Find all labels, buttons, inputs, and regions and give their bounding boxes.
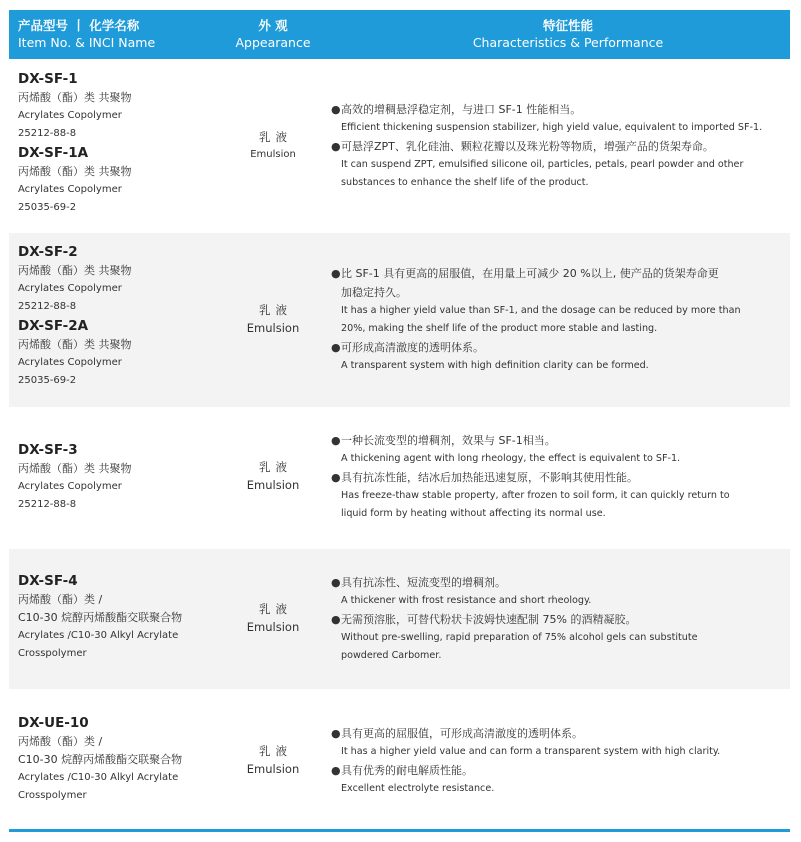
appearance-zh: 乳液 — [259, 460, 292, 474]
bullet-zh — [331, 610, 783, 629]
bullet-icon: ● — [331, 613, 341, 626]
bullet-text: 高效的增稠悬浮稳定剂，与进口 SF-1 性能相当。 — [341, 103, 582, 116]
item-code: DX-SF-2 — [18, 244, 78, 260]
header-appearance — [223, 18, 323, 51]
item-inci-name: Acrylates Copolymer — [18, 481, 122, 492]
bullet-text: 具有更高的屈服值，可形成高清澈度的透明体系。 — [341, 727, 583, 740]
item-cell — [18, 571, 238, 663]
header-characteristics-zh: 特征性能 — [542, 18, 593, 33]
item-cas-number: 25212-88-8 — [18, 499, 77, 510]
bullet-icon: ● — [331, 341, 341, 354]
item-chinese-name: 丙烯酸（酯）类 共聚物 — [18, 165, 132, 178]
appearance-zh: 乳液 — [259, 303, 292, 317]
appearance-en: Emulsion — [246, 321, 300, 335]
bullet-text: 可悬浮ZPT、乳化硅油、颗粒花瓣以及珠光粉等物质，增强产品的货架寿命。 — [341, 140, 714, 153]
bullet-zh — [331, 431, 783, 450]
bullet-en: liquid form by heating without affecting its normal use. — [341, 508, 606, 519]
table-row — [9, 233, 790, 407]
item-cas-number: 25035-69-2 — [18, 375, 77, 386]
item-chinese-name: 丙烯酸（酯）类 / — [18, 593, 103, 606]
table-header — [9, 10, 790, 59]
header-item-name — [18, 18, 155, 51]
item-code: DX-SF-1A — [18, 145, 89, 161]
footer-divider — [9, 829, 790, 832]
table-row — [9, 549, 790, 689]
characteristics-cell — [331, 264, 783, 375]
item-code: DX-SF-3 — [18, 442, 78, 458]
table-row — [9, 689, 790, 825]
bullet-zh — [331, 468, 783, 487]
bullet-en: Without pre-swelling, rapid preparation of 75% alcohol gels can substitute — [341, 632, 698, 643]
bullet-en: A transparent system with high definition clarity can be formed. — [341, 360, 649, 371]
item-inci-name: Acrylates /C10-30 Alkyl Acrylate — [18, 630, 179, 641]
appearance-zh: 乳液 — [259, 744, 292, 758]
item-inci-name: Acrylates /C10-30 Alkyl Acrylate — [18, 772, 179, 783]
bullet-zh — [331, 573, 783, 592]
bullet-icon: ● — [331, 140, 341, 153]
bullet-text: 一种长流变型的增稠剂，效果与 SF-1相当。 — [341, 434, 556, 447]
item-chinese-name: 丙烯酸（酯）类 共聚物 — [18, 338, 132, 351]
appearance-en: Emulsion — [250, 149, 296, 160]
bullet-zh — [331, 137, 783, 156]
item-chinese-name: C10-30 烷醇丙烯酸酯交联聚合物 — [18, 753, 183, 766]
bullet-icon: ● — [331, 576, 341, 589]
item-inci-name: Acrylates Copolymer — [18, 110, 122, 121]
item-chinese-name: 丙烯酸（酯）类 共聚物 — [18, 264, 132, 277]
item-inci-name: Acrylates Copolymer — [18, 184, 122, 195]
appearance-cell — [225, 600, 321, 636]
appearance-cell — [225, 458, 321, 494]
item-code: DX-SF-4 — [18, 573, 78, 589]
bullet-icon: ● — [331, 103, 341, 116]
appearance-cell — [225, 301, 321, 337]
item-code: DX-SF-1 — [18, 71, 78, 87]
header-item-name-en: Item No. & INCI Name — [18, 35, 156, 50]
bullet-zh — [331, 724, 783, 743]
table-row — [9, 407, 790, 549]
item-chinese-name: 丙烯酸（酯）类 / — [18, 735, 103, 748]
item-chinese-name: 丙烯酸（酯）类 共聚物 — [18, 91, 132, 104]
bullet-text: 比 SF-1 具有更高的屈服值，在用量上可减少 20 %以上, 使产品的货架寿命更 — [341, 267, 719, 280]
bullet-icon: ● — [331, 471, 341, 484]
characteristics-cell — [331, 431, 783, 523]
bullet-icon: ● — [331, 434, 341, 447]
item-cas-number: 25035-69-2 — [18, 202, 77, 213]
item-inci-name: Acrylates Copolymer — [18, 283, 122, 294]
bullet-zh — [331, 761, 783, 780]
header-appearance-en: Appearance — [235, 35, 311, 50]
bullet-en: It has a higher yield value than SF-1, and the dosage can be reduced by more than — [341, 305, 741, 316]
header-appearance-zh: 外 观 — [258, 18, 288, 33]
bullet-en: powdered Carbomer. — [341, 650, 442, 661]
bullet-zh-continued: 加稳定持久。 — [341, 286, 407, 299]
bullet-en: Efficient thickening suspension stabilizer, high yield value, equivalent to imported SF-1. — [341, 122, 763, 133]
table-row — [9, 59, 790, 233]
bullet-en: It can suspend ZPT, emulsified silicone oil, particles, petals, pearl powder and other — [341, 159, 744, 170]
item-inci-name: Acrylates Copolymer — [18, 357, 122, 368]
appearance-zh: 乳液 — [259, 602, 292, 616]
bullet-icon: ● — [331, 727, 341, 740]
item-cell — [18, 713, 238, 805]
bullet-en: 20%, making the shelf life of the product more stable and lasting. — [341, 323, 658, 334]
item-code: DX-UE-10 — [18, 715, 89, 731]
bullet-text: 具有优秀的耐电解质性能。 — [341, 764, 473, 777]
characteristics-cell — [331, 100, 783, 192]
bullet-en: A thickener with frost resistance and short rheology. — [341, 595, 592, 606]
item-chinese-name: C10-30 烷醇丙烯酸酯交联聚合物 — [18, 611, 183, 624]
bullet-icon: ● — [331, 267, 341, 280]
item-cell — [18, 69, 238, 217]
bullet-en: substances to enhance the shelf life of the product. — [341, 177, 589, 188]
header-characteristics — [446, 18, 690, 51]
item-inci-name: Crosspolymer — [18, 790, 87, 801]
item-cell — [18, 440, 238, 514]
item-inci-name: Crosspolymer — [18, 648, 87, 659]
bullet-en: Excellent electrolyte resistance. — [341, 783, 495, 794]
bullet-zh — [331, 264, 783, 283]
appearance-en: Emulsion — [246, 762, 300, 776]
characteristics-cell — [331, 724, 783, 798]
appearance-cell — [225, 742, 321, 778]
item-code: DX-SF-2A — [18, 318, 89, 334]
bullet-text: 具有抗冻性能，结冰后加热能迅速复原，不影响其使用性能。 — [341, 471, 638, 484]
appearance-en: Emulsion — [246, 620, 300, 634]
item-cas-number: 25212-88-8 — [18, 128, 77, 139]
item-cell — [18, 242, 238, 390]
appearance-cell — [225, 128, 321, 164]
bullet-en: A thickening agent with long rheology, the effect is equivalent to SF-1. — [341, 453, 681, 464]
bullet-zh — [331, 338, 783, 357]
item-chinese-name: 丙烯酸（酯）类 共聚物 — [18, 462, 132, 475]
bullet-zh — [331, 100, 783, 119]
bullet-text: 无需预溶胀，可替代粉状卡波姆快速配制 75% 的酒精凝胶。 — [341, 613, 637, 626]
characteristics-cell — [331, 573, 783, 665]
bullet-text: 具有抗冻性、短流变型的增稠剂。 — [341, 576, 506, 589]
item-cas-number: 25212-88-8 — [18, 301, 77, 312]
bullet-icon: ● — [331, 764, 341, 777]
bullet-en: Has freeze-thaw stable property, after frozen to soil form, it can quickly return to — [341, 490, 730, 501]
header-item-name-zh: 产品型号 丨 化学名称 — [18, 18, 140, 33]
appearance-en: Emulsion — [246, 478, 300, 492]
appearance-zh: 乳液 — [259, 130, 292, 144]
bullet-text: 可形成高清澈度的透明体系。 — [341, 341, 484, 354]
bullet-en: It has a higher yield value and can form a transparent system with high clarity. — [341, 746, 721, 757]
header-characteristics-en: Characteristics & Performance — [472, 35, 664, 50]
